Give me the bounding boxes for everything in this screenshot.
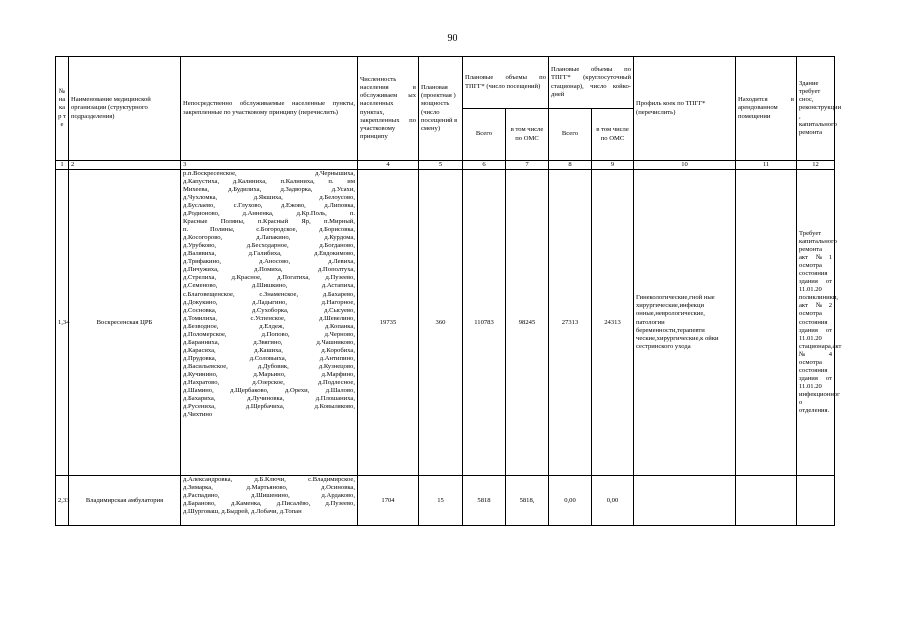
settlement-line: Михеева, д.Будилиха, д.Задворка, д.Усахи, (183, 186, 355, 194)
settlement-line: д.Трифакино, д.Аносово, д.Левиха, (183, 258, 355, 266)
building-status-value: Требует капитального ремонта акт №1 осмотра состояния здания от 11.01.20 поликлиники, акт №2 осмотра состояния здания от 11.01.20 стационара,акт №4 осмотра состояния здания от 11.01.20 инфекционног о отделения. (797, 170, 835, 476)
row-number: 2,33 (56, 476, 69, 526)
beddays-total-value: 27313 (549, 170, 592, 476)
header-col5: Плановая (проектная ) мощность (число посещений в смену) (419, 57, 463, 161)
visits-total-value: 110783 (463, 170, 506, 476)
visits-oms-value: 5818, (506, 476, 549, 526)
header-col2: Наименование медицинской организации (структурного подразделения) (69, 57, 181, 161)
col-number: 2 (69, 161, 181, 170)
capacity-value: 360 (419, 170, 463, 476)
header-col11: Находится в арендованном помещении (736, 57, 797, 161)
settlement-line: д.Поломерское, д.Попово, д.Черново, (183, 330, 355, 338)
header-col4: Численность населения в обслуживаем ых населенных пунктах, закрепленных по участковому принципу (358, 57, 419, 161)
settlement-line: д.Александровка, д.Б.Ключи, с.Владимирское, (183, 476, 355, 484)
subheader-beddays-oms: в том числе по ОМС (592, 109, 634, 161)
subheader-visits-oms: в том числе по ОМС (506, 109, 549, 161)
settlement-line: с.Благовещенское, с.Знаменское, д.Бахарево, (183, 290, 355, 298)
rented-value (736, 476, 797, 526)
settlement-line: д.Баранниха, д.Звягино, д.Чашниково, (183, 338, 355, 346)
visits-oms-value: 98245 (506, 170, 549, 476)
settlement-line: р.п.Воскресенское, д.Чернышиха, (183, 170, 355, 178)
table-row (56, 170, 835, 476)
facilities-table (55, 56, 842, 526)
header-row (56, 57, 835, 109)
settlement-line: д.Стрелиха, д.Красное, д.Погатиха, д.Пузеево, (183, 274, 355, 282)
settlement-line: д.Распадино, д.Шишенино, д.Ардаково, (183, 492, 355, 500)
settlement-line: д.Докукино, д.Ладыгино, д.Нагорное, (183, 298, 355, 306)
column-number-row (56, 161, 835, 170)
settlement-line: д.Косогорово, д.Лапакино, д.Курдома, (183, 234, 355, 242)
organization-name: Владимирская амбулатория (69, 476, 181, 526)
col-number: 3 (181, 161, 358, 170)
settlement-line: д.Бахариха, д.Лучиновка, д.Плошаниха, (183, 394, 355, 402)
settlement-line: д.Буслаево, с.Глухово, д.Ежово, д.Липовка, (183, 202, 355, 210)
page-number: 90 (447, 33, 458, 44)
bed-profile-value: Гинекологические,гной ные хирургические,инфекци онные,неврологические, патологии беременности,терапевти ческие,хирургические,к ойки сестринского ухода (634, 170, 736, 476)
visits-total-value: 5818 (463, 476, 506, 526)
settlement-line: д.Русениха, д.Щербачиха, д.Ковыляково, (183, 402, 355, 410)
settlement-line: Красные Поляны, п.Красный Яр, п.Мирный, (183, 218, 355, 226)
settlement-line: д.Безводное, д.Елдеж, д.Копанка, (183, 322, 355, 330)
settlement-line: д.Чухломка, д.Якшиха, д.Белоусово, (183, 194, 355, 202)
capacity-value: 15 (419, 476, 463, 526)
settlement-line: д.Бараново, д.Каменка, д.Писалёво, д.Пузеево, (183, 500, 355, 508)
settlement-line: д.Томилиха, с.Успенское, д.Шевелино, (183, 314, 355, 322)
settlement-line: д.Карасиха, д.Кашиха, д.Коробиха, (183, 346, 355, 354)
beddays-oms-value: 24313 (592, 170, 634, 476)
col-number: 8 (549, 161, 592, 170)
col-number: 4 (358, 161, 419, 170)
building-status-value (797, 476, 835, 526)
header-col12: Здание требует снос, реконструкции , капитального ремонта (797, 57, 835, 161)
rented-value (736, 170, 797, 476)
settlement-line: д.Семеново, д.Шишкино, д.Астапиха, (183, 282, 355, 290)
settlement-line: д.Кучинино, д.Марьино, д.Марфино, (183, 370, 355, 378)
settlement-line: д.Чихтино (183, 410, 213, 418)
settlement-line: д.Родионово, д.Анненка, д.Кр.Поль, п. (183, 210, 355, 218)
subheader-beddays-total: Всего (549, 109, 592, 161)
col-number: 6 (463, 161, 506, 170)
col-number: 12 (797, 161, 835, 170)
settlement-line: д.Прудовка, д.Соловьиха, д.Антипино, (183, 354, 355, 362)
header-col6-7: Плановые объемы по ТПГГ* (число посещений) (463, 57, 549, 109)
organization-name: Воскресенская ЦРБ (69, 170, 181, 476)
settlements-list (181, 170, 358, 476)
col-number: 11 (736, 161, 797, 170)
settlement-line: д.Нахратово, д.Озерское, д.Подлесное, (183, 378, 355, 386)
header-col3: Непосредственно обслуживаемые населенные пункты, закрепленные по участковому принципу (перечислить) (181, 57, 358, 161)
settlement-line: д.Капустиха, д.Калиниха, п.Калиниха, п. им (183, 178, 355, 186)
settlement-line: п. Полины, с.Богородское, д.Борисовка, (183, 226, 355, 234)
settlement-line: д.Сосновка, д.Сухоборка, д.Сысуево, (183, 306, 355, 314)
bed-profile-value (634, 476, 736, 526)
col-number: 10 (634, 161, 736, 170)
settlement-line: д.Васильевское, д.Дубовик, д.Кузнецово, (183, 362, 355, 370)
table-row (56, 476, 835, 526)
settlement-line: д.Урубково, д.Бесходарное, д.Богданово, (183, 242, 355, 250)
settlement-line: д.Валявиха, д.Галибиха, д.Евдокимово, (183, 250, 355, 258)
col-number: 5 (419, 161, 463, 170)
settlement-line: д.Пичужиха, д.Помиха, д.Пополтуха, (183, 266, 355, 274)
col-number: 1 (56, 161, 69, 170)
settlements-list (181, 476, 358, 526)
settlement-line: д.Зимарка, д.Мартьяново, д.Осиновка, (183, 484, 355, 492)
row-number: 1,34 (56, 170, 69, 476)
beddays-total-value: 0,00 (549, 476, 592, 526)
settlement-line: д.Шамино, д.Щербаково, д.Орехи, д.Шалово, (183, 386, 355, 394)
col-number: 7 (506, 161, 549, 170)
header-col10: Профиль коек по ТПГГ* (перечислить) (634, 57, 736, 161)
settlement-line: д.Шурговаш, д.Быдрей, д.Лобачи, д.Топан (183, 508, 302, 516)
population-value: 1704 (358, 476, 419, 526)
subheader-visits-total: Всего (463, 109, 506, 161)
header-col8-9: Плановые объемы по ТПГГ* (круглосуточный стационар), число койко-дней (549, 57, 634, 109)
header-col1: № на кар те (56, 57, 69, 161)
population-value: 19735 (358, 170, 419, 476)
beddays-oms-value: 0,00 (592, 476, 634, 526)
col-number: 9 (592, 161, 634, 170)
